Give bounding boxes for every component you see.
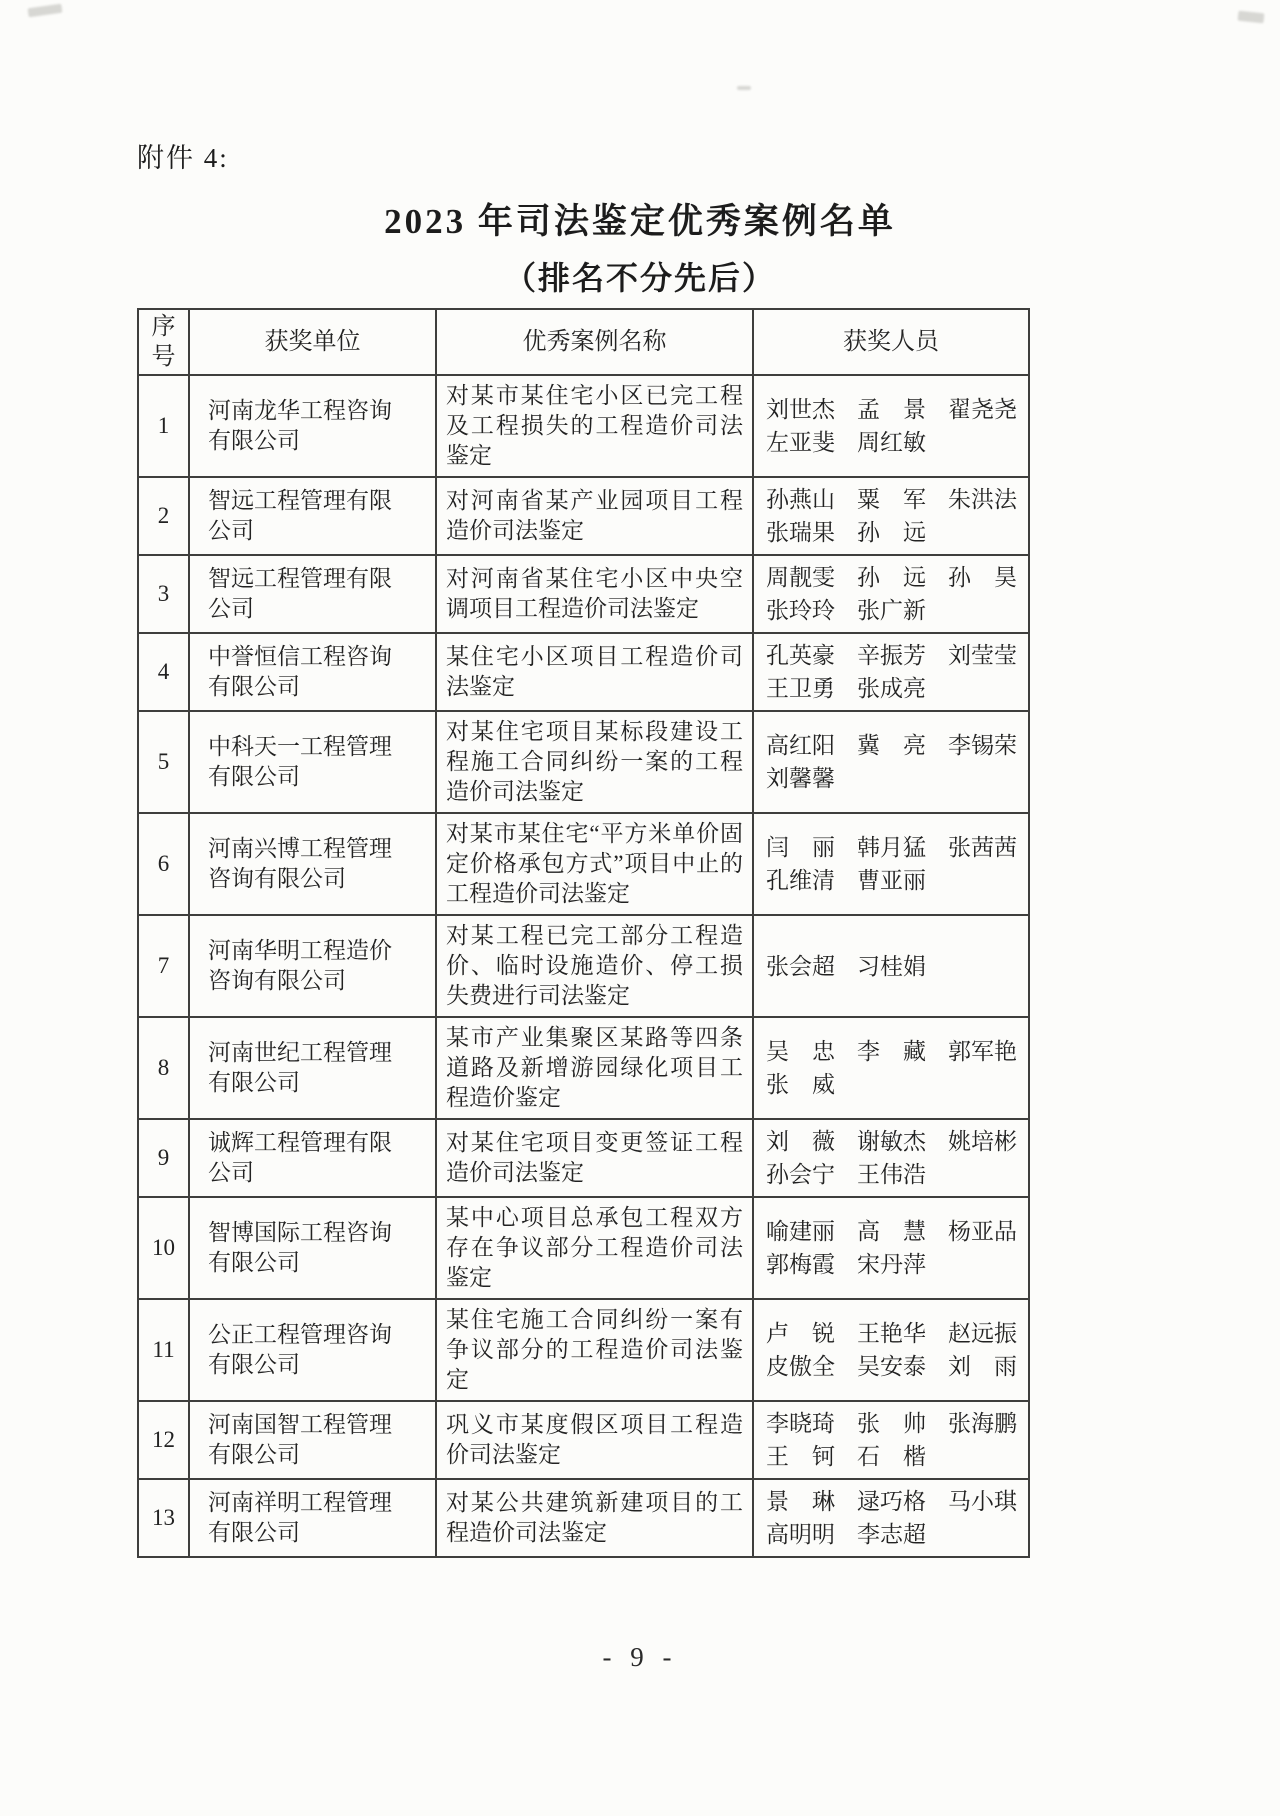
people-line bbox=[766, 426, 1022, 459]
person-name: 冀 亮 bbox=[857, 733, 926, 758]
person-name: 孙燕山 bbox=[766, 487, 835, 512]
person-name: 韩月猛 bbox=[857, 835, 926, 860]
unit-cell: 河南龙华工程咨询有限公司 bbox=[189, 375, 436, 477]
header-unit: 获奖单位 bbox=[189, 309, 436, 375]
unit-cell: 智远工程管理有限公司 bbox=[189, 555, 436, 633]
person-name: 赵远振 bbox=[948, 1321, 1017, 1346]
person-name: 孙 远 bbox=[857, 565, 926, 590]
case-name-cell: 对某住宅项目某标段建设工程施工合同纠纷一案的工程造价司法鉴定 bbox=[436, 711, 753, 813]
table-row bbox=[138, 1017, 1029, 1119]
scan-artifact bbox=[737, 86, 751, 90]
case-name-cell: 对某市某住宅“平方米单价固定价格承包方式”项目中止的工程造价司法鉴定 bbox=[436, 813, 753, 915]
people-line bbox=[766, 1125, 1022, 1158]
person-name: 刘馨馨 bbox=[766, 766, 835, 791]
case-name-cell: 对某工程已完工部分工程造价、临时设施造价、停工损失费进行司法鉴定 bbox=[436, 915, 753, 1017]
person-name: 孙 远 bbox=[857, 520, 926, 545]
case-name-cell: 某住宅施工合同纠纷一案有争议部分的工程造价司法鉴定 bbox=[436, 1299, 753, 1401]
person-name: 孙会宁 bbox=[766, 1162, 835, 1187]
page-number: - 9 - bbox=[602, 1642, 678, 1672]
person-name: 张会超 bbox=[766, 953, 835, 979]
person-name: 马小琪 bbox=[948, 1489, 1017, 1514]
person-name: 张海鹏 bbox=[948, 1411, 1017, 1436]
people-cell bbox=[753, 1119, 1029, 1197]
case-name-cell: 对某市某住宅小区已完工程及工程损失的工程造价司法鉴定 bbox=[436, 375, 753, 477]
table-body bbox=[138, 375, 1029, 1557]
people-line bbox=[766, 393, 1022, 426]
person-name: 高红阳 bbox=[766, 733, 835, 758]
people-line bbox=[766, 672, 1022, 705]
table-row bbox=[138, 813, 1029, 915]
case-name-cell: 对河南省某住宅小区中央空调项目工程造价司法鉴定 bbox=[436, 555, 753, 633]
table-row bbox=[138, 915, 1029, 1017]
unit-cell: 公正工程管理咨询有限公司 bbox=[189, 1299, 436, 1401]
unit-cell: 诚辉工程管理有限公司 bbox=[189, 1119, 436, 1197]
person-name: 张成亮 bbox=[857, 676, 926, 701]
person-name: 张 威 bbox=[766, 1072, 835, 1097]
person-name: 吴 忠 bbox=[766, 1039, 835, 1064]
people-cell bbox=[753, 1017, 1029, 1119]
header-no: 序号 bbox=[138, 309, 189, 375]
people-cell bbox=[753, 813, 1029, 915]
row-number-cell: 7 bbox=[138, 915, 189, 1017]
people-cell bbox=[753, 477, 1029, 555]
unit-cell: 河南华明工程造价咨询有限公司 bbox=[189, 915, 436, 1017]
award-table bbox=[137, 308, 1030, 1558]
people-line bbox=[766, 950, 1022, 983]
person-name: 孔英豪 bbox=[766, 643, 835, 668]
header-case-name: 优秀案例名称 bbox=[436, 309, 753, 375]
person-name: 张广新 bbox=[857, 598, 926, 623]
people-line bbox=[766, 1035, 1022, 1068]
people-line bbox=[766, 483, 1022, 516]
person-name: 左亚斐 bbox=[766, 430, 835, 455]
people-line bbox=[766, 516, 1022, 549]
person-name: 卢 锐 bbox=[766, 1321, 835, 1346]
people-line bbox=[766, 729, 1022, 762]
row-number-cell: 1 bbox=[138, 375, 189, 477]
people-line bbox=[766, 594, 1022, 627]
people-line bbox=[766, 639, 1022, 672]
person-name: 郭梅霞 bbox=[766, 1252, 835, 1277]
person-name: 王 钶 bbox=[766, 1444, 835, 1469]
person-name: 刘莹莹 bbox=[948, 643, 1017, 668]
case-name-cell: 某市产业集聚区某路等四条道路及新增游园绿化项目工程造价鉴定 bbox=[436, 1017, 753, 1119]
row-number-cell: 10 bbox=[138, 1197, 189, 1299]
row-number-cell: 3 bbox=[138, 555, 189, 633]
unit-cell: 智远工程管理有限公司 bbox=[189, 477, 436, 555]
people-line bbox=[766, 1068, 1022, 1101]
person-name: 高 慧 bbox=[857, 1219, 926, 1244]
table-row bbox=[138, 1119, 1029, 1197]
person-name: 刘世杰 bbox=[766, 397, 835, 422]
people-line bbox=[766, 864, 1022, 897]
unit-cell: 河南兴博工程管理咨询有限公司 bbox=[189, 813, 436, 915]
case-name-cell: 某中心项目总承包工程双方存在争议部分工程造价司法鉴定 bbox=[436, 1197, 753, 1299]
person-name: 翟尧尧 bbox=[948, 397, 1017, 422]
people-cell bbox=[753, 555, 1029, 633]
person-name: 张茜茜 bbox=[948, 835, 1017, 860]
people-cell bbox=[753, 633, 1029, 711]
person-name: 杨亚品 bbox=[948, 1219, 1017, 1244]
scan-artifact bbox=[1238, 11, 1265, 24]
row-number-cell: 11 bbox=[138, 1299, 189, 1401]
person-name: 郭军艳 bbox=[948, 1039, 1017, 1064]
person-name: 吴安泰 bbox=[857, 1354, 926, 1379]
people-line bbox=[766, 1350, 1022, 1383]
table-row bbox=[138, 711, 1029, 813]
unit-cell: 河南国智工程管理有限公司 bbox=[189, 1401, 436, 1479]
person-name: 孔维清 bbox=[766, 868, 835, 893]
row-number-cell: 12 bbox=[138, 1401, 189, 1479]
people-cell bbox=[753, 375, 1029, 477]
person-name: 皮傲全 bbox=[766, 1354, 835, 1379]
person-name: 谢敏杰 bbox=[857, 1129, 926, 1154]
row-number-cell: 5 bbox=[138, 711, 189, 813]
row-number-cell: 13 bbox=[138, 1479, 189, 1557]
person-name: 朱洪法 bbox=[948, 487, 1017, 512]
person-name: 王卫勇 bbox=[766, 676, 835, 701]
table-row bbox=[138, 375, 1029, 477]
person-name: 孟 景 bbox=[857, 397, 926, 422]
person-name: 习桂娟 bbox=[857, 953, 926, 979]
attachment-label: 附件 4: bbox=[137, 143, 229, 173]
person-name: 喻建丽 bbox=[766, 1219, 835, 1244]
people-line bbox=[766, 831, 1022, 864]
people-line bbox=[766, 1440, 1022, 1473]
unit-cell: 河南世纪工程管理有限公司 bbox=[189, 1017, 436, 1119]
person-name: 王艳华 bbox=[857, 1321, 926, 1346]
person-name: 王伟浩 bbox=[857, 1162, 926, 1187]
people-line bbox=[766, 1317, 1022, 1350]
table-row bbox=[138, 1479, 1029, 1557]
row-number-cell: 6 bbox=[138, 813, 189, 915]
people-line bbox=[766, 1248, 1022, 1281]
person-name: 刘 雨 bbox=[948, 1354, 1017, 1379]
person-name: 曹亚丽 bbox=[857, 868, 926, 893]
person-name: 高明明 bbox=[766, 1522, 835, 1547]
people-line bbox=[766, 1158, 1022, 1191]
scan-artifact bbox=[28, 4, 63, 18]
document-subtitle: （排名不分先后） bbox=[503, 260, 776, 296]
people-line bbox=[766, 1215, 1022, 1248]
person-name: 李 藏 bbox=[857, 1039, 926, 1064]
row-number-cell: 2 bbox=[138, 477, 189, 555]
header-people: 获奖人员 bbox=[753, 309, 1029, 375]
person-name: 周红敏 bbox=[857, 430, 926, 455]
row-number-cell: 8 bbox=[138, 1017, 189, 1119]
people-cell bbox=[753, 915, 1029, 1017]
person-name: 张 帅 bbox=[857, 1411, 926, 1436]
case-name-cell: 某住宅小区项目工程造价司法鉴定 bbox=[436, 633, 753, 711]
person-name: 李晓琦 bbox=[766, 1411, 835, 1436]
people-line bbox=[766, 1485, 1022, 1518]
case-name-cell: 对某住宅项目变更签证工程造价司法鉴定 bbox=[436, 1119, 753, 1197]
case-name-cell: 巩义市某度假区项目工程造价司法鉴定 bbox=[436, 1401, 753, 1479]
table-row bbox=[138, 633, 1029, 711]
person-name: 刘 薇 bbox=[766, 1129, 835, 1154]
person-name: 张瑞果 bbox=[766, 520, 835, 545]
row-number-cell: 9 bbox=[138, 1119, 189, 1197]
person-name: 逯巧格 bbox=[857, 1489, 926, 1514]
people-line bbox=[766, 1518, 1022, 1551]
person-name: 闫 丽 bbox=[766, 835, 835, 860]
person-name: 张玲玲 bbox=[766, 598, 835, 623]
unit-cell: 中誉恒信工程咨询有限公司 bbox=[189, 633, 436, 711]
unit-cell: 智博国际工程咨询有限公司 bbox=[189, 1197, 436, 1299]
case-name-cell: 对河南省某产业园项目工程造价司法鉴定 bbox=[436, 477, 753, 555]
person-name: 李锡荣 bbox=[948, 733, 1017, 758]
table-row bbox=[138, 477, 1029, 555]
people-cell bbox=[753, 1401, 1029, 1479]
people-cell bbox=[753, 711, 1029, 813]
person-name: 粟 军 bbox=[857, 487, 926, 512]
person-name: 周靓雯 bbox=[766, 565, 835, 590]
person-name: 辛振芳 bbox=[857, 643, 926, 668]
person-name: 景 琳 bbox=[766, 1489, 835, 1514]
people-line bbox=[766, 561, 1022, 594]
table-row bbox=[138, 1197, 1029, 1299]
document-title: 2023 年司法鉴定优秀案例名单 bbox=[384, 202, 896, 241]
people-cell bbox=[753, 1299, 1029, 1401]
table-header-row bbox=[138, 309, 1029, 375]
person-name: 宋丹萍 bbox=[857, 1252, 926, 1277]
people-line bbox=[766, 762, 1022, 795]
person-name: 石 楷 bbox=[857, 1444, 926, 1469]
table-row bbox=[138, 555, 1029, 633]
people-line bbox=[766, 1407, 1022, 1440]
unit-cell: 中科天一工程管理有限公司 bbox=[189, 711, 436, 813]
people-cell bbox=[753, 1479, 1029, 1557]
person-name: 姚培彬 bbox=[948, 1129, 1017, 1154]
case-name-cell: 对某公共建筑新建项目的工程造价司法鉴定 bbox=[436, 1479, 753, 1557]
row-number-cell: 4 bbox=[138, 633, 189, 711]
unit-cell: 河南祥明工程管理有限公司 bbox=[189, 1479, 436, 1557]
table-row bbox=[138, 1401, 1029, 1479]
people-cell bbox=[753, 1197, 1029, 1299]
person-name: 孙 昊 bbox=[948, 565, 1017, 590]
person-name: 李志超 bbox=[857, 1522, 926, 1547]
table-row bbox=[138, 1299, 1029, 1401]
